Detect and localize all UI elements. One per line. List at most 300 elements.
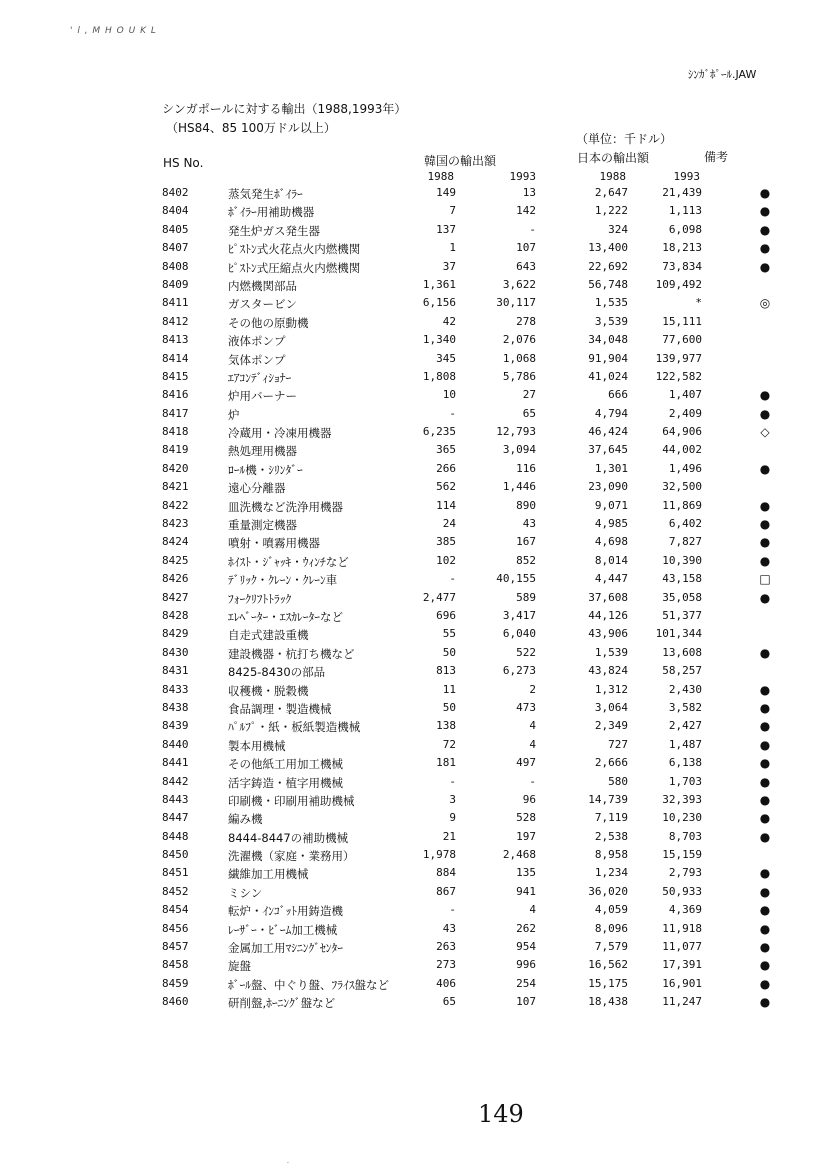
korea-1993-cell: 167 xyxy=(516,535,536,549)
japan-1993-cell: 2,430 xyxy=(668,682,702,696)
remark-mark: ● xyxy=(759,186,771,200)
hs-code-cell: 8457 xyxy=(162,940,189,954)
table-row xyxy=(0,644,827,662)
hs-code-cell: 8438 xyxy=(162,700,189,714)
korea-1988-cell: 1,340 xyxy=(422,333,456,347)
hs-code-cell: 8409 xyxy=(162,277,189,291)
japan-1988-cell: 3,539 xyxy=(594,314,628,328)
japan-1988-cell: 8,014 xyxy=(594,553,628,567)
korea-1988-cell: 72 xyxy=(442,737,456,751)
korea-1988-cell: 11 xyxy=(442,682,456,696)
item-name-cell: 洗濯機（家庭・業務用） xyxy=(228,849,355,864)
hs-code-cell: 8425 xyxy=(162,553,189,567)
korea-1988-cell: 696 xyxy=(436,608,456,622)
japan-1988-cell: 4,794 xyxy=(594,406,628,420)
japan-1993-cell: 13,608 xyxy=(662,645,702,659)
table-row xyxy=(0,901,827,919)
japan-1993-cell: 6,138 xyxy=(668,756,702,770)
hs-code-cell: 8447 xyxy=(162,811,189,825)
competitor-exports-header: 韓国の輸出額 xyxy=(424,154,497,168)
japan-1993-cell: 1,496 xyxy=(668,461,702,475)
korea-1988-cell: 266 xyxy=(436,461,456,475)
japan-1988-cell: 2,647 xyxy=(594,186,628,199)
japan-1988-cell: 43,906 xyxy=(588,627,628,641)
korea-1988-cell: 181 xyxy=(436,756,456,770)
table-row xyxy=(0,993,827,1011)
hs-code-cell: 8419 xyxy=(162,443,189,457)
bottom-mark: . xyxy=(287,1158,289,1165)
table-row xyxy=(0,938,827,956)
item-name-cell: ﾎｲｽﾄ・ｼﾞｬｯｷ・ｳｨﾝﾁなど xyxy=(228,554,349,569)
korea-1988-cell: 562 xyxy=(436,480,456,494)
item-name-cell: 皿洗機など洗浄用機器 xyxy=(228,499,343,514)
item-name-cell: 印刷機・印刷用補助機械 xyxy=(228,793,355,808)
item-name-cell: ﾎﾞｲﾗｰ用補助機器 xyxy=(228,205,315,220)
remarks-header: 備考 xyxy=(704,150,729,164)
korea-1993-cell: 2 xyxy=(529,682,536,696)
korea-1988-cell: 55 xyxy=(442,627,456,641)
japan-1993-cell: 8,703 xyxy=(668,829,702,843)
item-name-cell: 繊維加工用機械 xyxy=(228,867,309,882)
item-name-cell: 金属加工用ﾏｼﾆﾝｸﾞｾﾝﾀｰ xyxy=(228,941,343,956)
item-name-cell: ガスタービン xyxy=(228,297,297,312)
item-name-cell: 食品調理・製造機械 xyxy=(228,701,332,716)
korea-1993-cell: 522 xyxy=(516,645,536,659)
korea-1988-cell: 273 xyxy=(436,958,456,972)
korea-1988-cell: 149 xyxy=(436,186,456,199)
item-name-cell: 8444-8447の補助機械 xyxy=(228,830,349,845)
table-row xyxy=(0,864,827,882)
item-name-cell: 液体ポンプ xyxy=(228,334,286,349)
hs-code-cell: 8448 xyxy=(162,829,189,843)
table-row xyxy=(0,405,827,423)
remark-mark: ● xyxy=(759,940,771,955)
table-row xyxy=(0,662,827,680)
hs-code-cell: 8417 xyxy=(162,406,189,420)
japan-1993-cell: 10,390 xyxy=(662,553,702,567)
japan-1993-cell: 15,159 xyxy=(662,848,702,862)
korea-1988-cell: 3 xyxy=(449,792,456,806)
item-name-cell: ﾊﾟﾙﾌﾟ・紙・板紙製造機械 xyxy=(228,720,361,735)
item-name-cell: 噴射・噴霧用機器 xyxy=(228,536,320,551)
japan-1993-cell: 3,582 xyxy=(668,700,702,714)
korea-1988-cell: 867 xyxy=(436,884,456,898)
remark-mark: ● xyxy=(759,645,771,660)
table-row xyxy=(0,846,827,864)
hs-code-cell: 8458 xyxy=(162,958,189,972)
japan-1988-cell: 14,739 xyxy=(588,792,628,806)
item-name-cell: 炉用バーナー xyxy=(228,389,297,404)
japan-1993-cell: 101,344 xyxy=(655,627,702,641)
item-name-cell: 自走式建設重機 xyxy=(228,628,309,643)
japan-1988-cell: 3,064 xyxy=(594,700,628,714)
hs-code-cell: 8407 xyxy=(162,241,189,255)
table-row xyxy=(0,441,827,459)
hs-code-cell: 8454 xyxy=(162,903,189,917)
korea-1988-cell: 114 xyxy=(436,498,456,512)
item-name-cell: ﾚｰｻﾞｰ・ﾋﾞｰﾑ加工機械 xyxy=(228,922,338,937)
korea-1988-cell: 102 xyxy=(436,553,456,567)
remark-mark: ● xyxy=(759,811,771,826)
japan-1988-cell: 1,312 xyxy=(594,682,628,696)
remark-mark: ● xyxy=(759,995,771,1010)
japan-1988-cell: 1,539 xyxy=(594,645,628,659)
table-row xyxy=(0,920,827,938)
korea-1988-cell: 1 xyxy=(449,241,456,255)
korea-1988-cell: 6,235 xyxy=(422,425,456,439)
year-header: 1993 xyxy=(673,170,700,183)
table-row xyxy=(0,699,827,717)
korea-1993-cell: 643 xyxy=(516,259,536,273)
item-name-cell: 炉 xyxy=(228,407,240,422)
remark-mark: ● xyxy=(759,903,771,918)
japan-1988-cell: 2,666 xyxy=(594,756,628,770)
remark-mark: □ xyxy=(759,572,771,587)
japan-1993-cell: 109,492 xyxy=(655,277,702,291)
remark-mark: ● xyxy=(759,517,771,532)
japan-1993-cell: 139,977 xyxy=(655,351,702,365)
korea-1993-cell: 2,076 xyxy=(502,333,536,347)
table-row xyxy=(0,276,827,294)
japan-1993-cell: 2,793 xyxy=(668,866,702,880)
korea-1988-cell: - xyxy=(449,406,456,420)
japan-1988-cell: 91,904 xyxy=(588,351,628,365)
remark-mark: ● xyxy=(759,829,771,844)
korea-1993-cell: 43 xyxy=(522,517,536,531)
hs-code-cell: 8424 xyxy=(162,535,189,549)
item-name-cell: その他紙工用加工機械 xyxy=(228,757,343,772)
item-name-cell: 転炉・ｲﾝｺﾞｯﾄ用鋳造機 xyxy=(228,904,343,919)
hs-code-cell: 8404 xyxy=(162,204,189,218)
item-name-cell: ﾋﾟｽﾄﾝ式圧縮点火内燃機関 xyxy=(228,260,361,275)
item-name-cell: 重量測定機器 xyxy=(228,518,297,533)
table-row xyxy=(0,497,827,515)
table-row xyxy=(0,809,827,827)
korea-1993-cell: 890 xyxy=(516,498,536,512)
japan-1988-cell: 22,692 xyxy=(588,259,628,273)
hs-code-cell: 8408 xyxy=(162,259,189,273)
korea-1988-cell: 2,477 xyxy=(422,590,456,604)
table-row xyxy=(0,754,827,772)
japan-1988-cell: 36,020 xyxy=(588,884,628,898)
remark-mark: ● xyxy=(759,774,771,789)
japan-1993-cell: 2,427 xyxy=(668,719,702,733)
item-name-cell: 気体ポンプ xyxy=(228,352,286,367)
japan-1993-cell: 17,391 xyxy=(662,958,702,972)
table-row xyxy=(0,239,827,257)
korea-1988-cell: - xyxy=(449,774,456,788)
year-header: 1988 xyxy=(427,170,454,183)
item-name-cell: ﾌｫｰｸﾘﾌﾄﾄﾗｯｸ xyxy=(228,591,292,606)
table-row xyxy=(0,589,827,607)
japan-1993-cell: 50,933 xyxy=(662,884,702,898)
item-name-cell: 編み機 xyxy=(228,812,263,827)
remark-mark: ● xyxy=(759,535,771,550)
japan-1988-cell: 4,059 xyxy=(594,903,628,917)
remark-mark: ● xyxy=(759,756,771,771)
japan-1993-cell: 58,257 xyxy=(662,664,702,678)
table-row xyxy=(0,552,827,570)
remark-mark: ● xyxy=(759,719,771,734)
table-row xyxy=(0,313,827,331)
korea-1988-cell: - xyxy=(449,903,456,917)
remark-mark: ● xyxy=(759,700,771,715)
table-row xyxy=(0,625,827,643)
remark-mark: ● xyxy=(759,884,771,899)
hs-code-cell: 8433 xyxy=(162,682,189,696)
korea-1988-cell: 21 xyxy=(442,829,456,843)
korea-1993-cell: 12,793 xyxy=(496,425,536,439)
item-name-cell: ﾛｰﾙ機・ｼﾘﾝﾀﾞｰ xyxy=(228,462,303,477)
korea-1993-cell: 3,622 xyxy=(502,277,536,291)
korea-1993-cell: - xyxy=(529,774,536,788)
table-row xyxy=(0,717,827,735)
unit-label: （単位：千ドル） xyxy=(576,132,673,146)
table-row xyxy=(0,368,827,386)
japan-exports-header: 日本の輸出額 xyxy=(577,151,650,165)
korea-1993-cell: 96 xyxy=(522,792,536,806)
remark-mark: ● xyxy=(759,792,771,807)
japan-1993-cell: 43,158 xyxy=(662,572,702,586)
header-file-label: ｼﾝｶﾞﾎﾟｰﾙ.JAW xyxy=(688,68,757,81)
japan-1988-cell: 4,447 xyxy=(594,572,628,586)
year-header: 1993 xyxy=(509,170,536,183)
japan-1993-cell: 11,247 xyxy=(662,995,702,1009)
hs-code-cell: 8418 xyxy=(162,425,189,439)
korea-1993-cell: 941 xyxy=(516,884,536,898)
hs-code-cell: 8450 xyxy=(162,848,189,862)
korea-1993-cell: 13 xyxy=(522,186,536,199)
hs-code-cell: 8452 xyxy=(162,884,189,898)
korea-1988-cell: 1,808 xyxy=(422,369,456,383)
remark-mark: ● xyxy=(759,222,771,237)
item-name-cell: 遠心分離器 xyxy=(228,481,286,496)
item-name-cell: ﾃﾞﾘｯｸ・ｸﾚｰﾝ・ｸﾚｰﾝ車 xyxy=(228,573,338,588)
korea-1988-cell: 43 xyxy=(442,921,456,935)
japan-1993-cell: 15,111 xyxy=(662,314,702,328)
korea-1988-cell: 42 xyxy=(442,314,456,328)
item-name-cell: 活字鋳造・植字用機械 xyxy=(228,775,343,790)
korea-1988-cell: 138 xyxy=(436,719,456,733)
japan-1988-cell: 580 xyxy=(608,774,628,788)
korea-1993-cell: 6,273 xyxy=(502,664,536,678)
japan-1993-cell: 4,369 xyxy=(668,903,702,917)
hs-code-cell: 8415 xyxy=(162,369,189,383)
japan-1993-cell: 77,600 xyxy=(662,333,702,347)
table-row xyxy=(0,202,827,220)
japan-1988-cell: 7,579 xyxy=(594,940,628,954)
remark-mark: ● xyxy=(759,204,771,219)
table-row xyxy=(0,773,827,791)
item-name-cell: 内燃機関部品 xyxy=(228,278,297,293)
page-number: 149 xyxy=(478,1100,524,1128)
document-subtitle: （HS84、85 100万ドル以上） xyxy=(166,121,336,135)
japan-1988-cell: 727 xyxy=(608,737,628,751)
hs-code-cell: 8412 xyxy=(162,314,189,328)
japan-1988-cell: 43,824 xyxy=(588,664,628,678)
korea-1993-cell: 142 xyxy=(516,204,536,218)
table-row xyxy=(0,533,827,551)
table-row xyxy=(0,184,827,202)
korea-1988-cell: 406 xyxy=(436,976,456,990)
korea-1993-cell: 996 xyxy=(516,958,536,972)
japan-1993-cell: 1,487 xyxy=(668,737,702,751)
hs-code-cell: 8459 xyxy=(162,976,189,990)
korea-1993-cell: 3,417 xyxy=(502,608,536,622)
japan-1993-cell: 122,582 xyxy=(655,369,702,383)
hs-code-cell: 8411 xyxy=(162,296,189,310)
japan-1993-cell: 73,834 xyxy=(662,259,702,273)
korea-1993-cell: - xyxy=(529,222,536,236)
hs-code-cell: 8428 xyxy=(162,608,189,622)
korea-1993-cell: 1,068 xyxy=(502,351,536,365)
japan-1993-cell: 7,827 xyxy=(668,535,702,549)
korea-1993-cell: 107 xyxy=(516,995,536,1009)
korea-1993-cell: 2,468 xyxy=(502,848,536,862)
hs-column-header: HS No. xyxy=(163,156,204,170)
japan-1988-cell: 41,024 xyxy=(588,369,628,383)
item-name-cell: ﾋﾟｽﾄﾝ式火花点火内燃機関 xyxy=(228,242,361,257)
japan-1988-cell: 15,175 xyxy=(588,976,628,990)
korea-1988-cell: 50 xyxy=(442,645,456,659)
hs-code-cell: 8421 xyxy=(162,480,189,494)
remark-mark: ● xyxy=(759,866,771,881)
korea-1993-cell: 262 xyxy=(516,921,536,935)
korea-1993-cell: 4 xyxy=(529,903,536,917)
korea-1988-cell: 24 xyxy=(442,517,456,531)
year-header: 1988 xyxy=(599,170,626,183)
hs-code-cell: 8420 xyxy=(162,461,189,475)
table-row xyxy=(0,478,827,496)
hs-code-cell: 8439 xyxy=(162,719,189,733)
japan-1988-cell: 46,424 xyxy=(588,425,628,439)
hs-code-cell: 8422 xyxy=(162,498,189,512)
korea-1988-cell: 263 xyxy=(436,940,456,954)
remark-mark: ◎ xyxy=(759,296,771,311)
remark-mark: ● xyxy=(759,388,771,403)
korea-1988-cell: 137 xyxy=(436,222,456,236)
korea-1993-cell: 852 xyxy=(516,553,536,567)
item-name-cell: ｴｱｺﾝﾃﾞｨｼｮﾅｰ xyxy=(228,370,292,385)
item-name-cell: 収穫機・脱穀機 xyxy=(228,683,309,698)
hs-code-cell: 8426 xyxy=(162,572,189,586)
japan-1988-cell: 44,126 xyxy=(588,608,628,622)
table-row xyxy=(0,350,827,368)
hs-code-cell: 8430 xyxy=(162,645,189,659)
korea-1988-cell: 65 xyxy=(442,995,456,1009)
korea-1993-cell: 116 xyxy=(516,461,536,475)
japan-1988-cell: 8,958 xyxy=(594,848,628,862)
japan-1988-cell: 1,301 xyxy=(594,461,628,475)
japan-1988-cell: 2,349 xyxy=(594,719,628,733)
hs-code-cell: 8456 xyxy=(162,921,189,935)
japan-1993-cell: 64,906 xyxy=(662,425,702,439)
japan-1993-cell: 6,098 xyxy=(668,222,702,236)
korea-1993-cell: 528 xyxy=(516,811,536,825)
item-name-cell: 8425-8430の部品 xyxy=(228,665,326,680)
korea-1988-cell: 10 xyxy=(442,388,456,402)
table-row xyxy=(0,221,827,239)
korea-1993-cell: 4 xyxy=(529,719,536,733)
remark-mark: ● xyxy=(759,737,771,752)
table-row xyxy=(0,258,827,276)
japan-1993-cell: 35,058 xyxy=(662,590,702,604)
japan-1988-cell: 1,234 xyxy=(594,866,628,880)
korea-1988-cell: - xyxy=(449,572,456,586)
item-name-cell: 建設機器・杭打ち機など xyxy=(228,646,355,661)
table-row xyxy=(0,828,827,846)
japan-1988-cell: 56,748 xyxy=(588,277,628,291)
japan-1993-cell: 32,393 xyxy=(662,792,702,806)
item-name-cell: 冷蔵用・冷凍用機器 xyxy=(228,426,332,441)
table-row xyxy=(0,294,827,312)
japan-1988-cell: 1,222 xyxy=(594,204,628,218)
remark-mark: ● xyxy=(759,976,771,991)
table-row xyxy=(0,791,827,809)
japan-1988-cell: 37,608 xyxy=(588,590,628,604)
korea-1993-cell: 65 xyxy=(522,406,536,420)
hs-code-cell: 8413 xyxy=(162,333,189,347)
table-row xyxy=(0,515,827,533)
remark-mark: ● xyxy=(759,259,771,274)
korea-1993-cell: 107 xyxy=(516,241,536,255)
japan-1993-cell: 16,901 xyxy=(662,976,702,990)
item-name-cell: ｴﾚﾍﾞｰﾀｰ・ｴｽｶﾚｰﾀｰなど xyxy=(228,609,343,624)
japan-1988-cell: 34,048 xyxy=(588,333,628,347)
hs-code-cell: 8442 xyxy=(162,774,189,788)
korea-1993-cell: 4 xyxy=(529,737,536,751)
table-row xyxy=(0,331,827,349)
item-name-cell: 発生炉ガス発生器 xyxy=(228,223,320,238)
korea-1993-cell: 589 xyxy=(516,590,536,604)
japan-1988-cell: 4,698 xyxy=(594,535,628,549)
remark-mark: ● xyxy=(759,461,771,476)
japan-1993-cell: 2,409 xyxy=(668,406,702,420)
remark-mark: ◇ xyxy=(760,425,770,440)
korea-1988-cell: 37 xyxy=(442,259,456,273)
remark-mark: ● xyxy=(759,590,771,605)
hs-code-cell: 8441 xyxy=(162,756,189,770)
korea-1993-cell: 954 xyxy=(516,940,536,954)
hs-code-cell: 8429 xyxy=(162,627,189,641)
korea-1988-cell: 9 xyxy=(449,811,456,825)
remark-mark: ● xyxy=(759,553,771,568)
hs-code-cell: 8460 xyxy=(162,995,189,1009)
japan-1993-cell: 11,869 xyxy=(662,498,702,512)
korea-1993-cell: 254 xyxy=(516,976,536,990)
japan-1993-cell: 11,918 xyxy=(662,921,702,935)
hs-code-cell: 8440 xyxy=(162,737,189,751)
korea-1988-cell: 385 xyxy=(436,535,456,549)
item-name-cell: その他の原動機 xyxy=(228,315,309,330)
korea-1988-cell: 1,978 xyxy=(422,848,456,862)
item-name-cell: 蒸気発生ﾎﾞｲﾗｰ xyxy=(228,187,303,201)
korea-1988-cell: 1,361 xyxy=(422,277,456,291)
hs-code-cell: 8402 xyxy=(162,186,189,199)
japan-1988-cell: 1,535 xyxy=(594,296,628,310)
corner-mark: ' l , M H O U K L xyxy=(70,26,157,36)
korea-1988-cell: 884 xyxy=(436,866,456,880)
item-name-cell: 製本用機械 xyxy=(228,738,286,753)
remark-mark: ● xyxy=(759,682,771,697)
hs-code-cell: 8416 xyxy=(162,388,189,402)
korea-1993-cell: 135 xyxy=(516,866,536,880)
japan-1988-cell: 16,562 xyxy=(588,958,628,972)
japan-1988-cell: 9,071 xyxy=(594,498,628,512)
korea-1993-cell: 278 xyxy=(516,314,536,328)
korea-1993-cell: 197 xyxy=(516,829,536,843)
hs-code-cell: 8427 xyxy=(162,590,189,604)
